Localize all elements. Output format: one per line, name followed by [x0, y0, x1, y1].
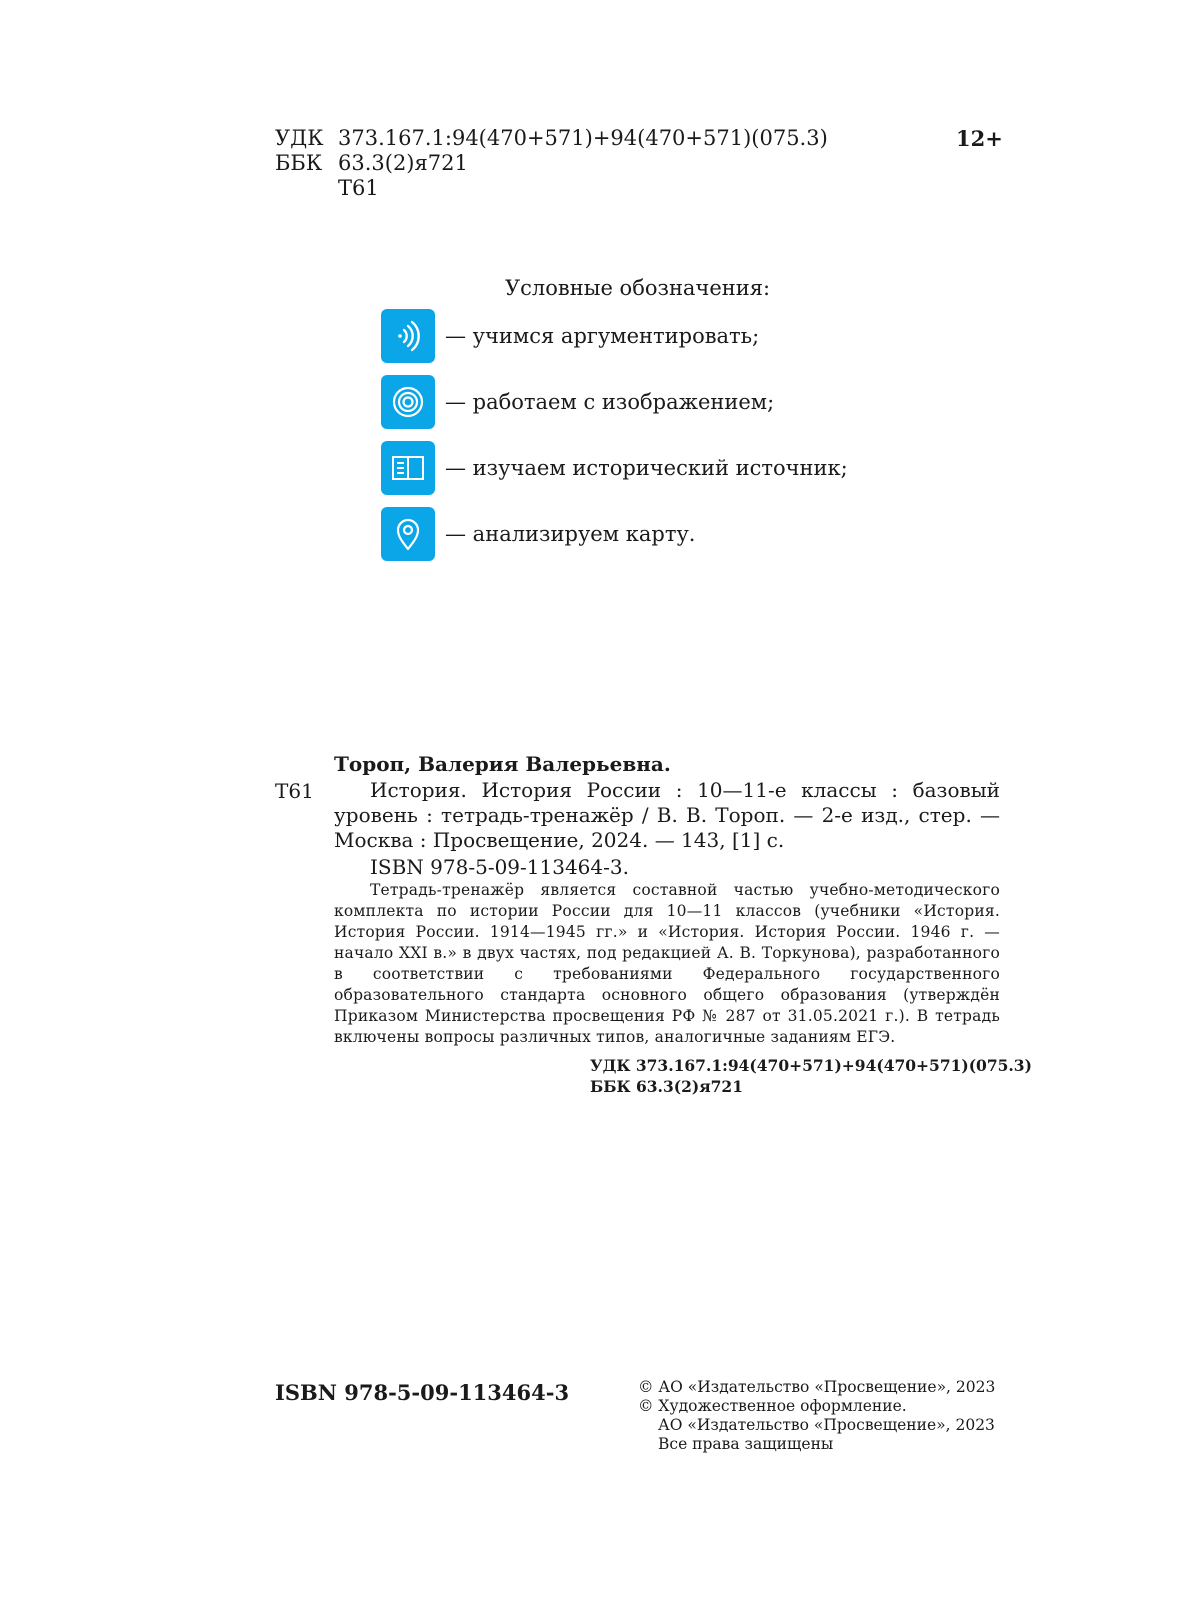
- card-codes: [590, 1055, 1032, 1097]
- udk-row: [275, 126, 828, 151]
- udk-value: 373.167.1:94(470+571)+94(470+571)(075.3): [338, 126, 828, 150]
- map-pin-icon: [381, 507, 435, 561]
- bbk-key: ББК: [275, 151, 323, 175]
- card-isbn: ISBN 978-5-09-113464-3.: [370, 855, 629, 879]
- udk-key: УДК: [275, 126, 324, 150]
- legend-text: — анализируем карту.: [445, 522, 696, 546]
- copyright-line-3: АО «Издательство «Просвещение», 2023: [658, 1416, 995, 1434]
- rights-reserved: Все права защищены: [658, 1435, 834, 1453]
- copyright-line-1: © АО «Издательство «Просвещение», 2023: [638, 1378, 996, 1396]
- legend-text: — изучаем исторический источник;: [445, 456, 848, 480]
- copyright-block: [638, 1378, 995, 1454]
- author-code-row: [275, 176, 828, 201]
- bibliographic-description: [334, 778, 1000, 853]
- description-text: История. История России : 10—11-е классы : базовый уровень : тетрадь-тренажёр / В. В. Тороп. — 2-е изд., стер. — Москва : Просвещение, 2024. — 143, [1] с.: [334, 778, 1000, 852]
- abstract-text: Тетрадь-тренажёр является составной частью учебно-методического комплекта по истории России для 10—11 классов (учебники «История. История России. 1914—1945 гг.» и «История. История России. 1946 г. — начало XXI в.» в двух частях, под редакцией А. В. Торкунова), разработанного в соответствии с требованиями Федерального государственного образовательного стандарта основного общего образования (утверждён Приказом Министерства просвещения РФ № 287 от 31.05.2021 г.). В тетрадь включены вопросы различных типов, аналогичные заданиям ЕГЭ.: [334, 881, 1000, 1046]
- open-book-icon: [381, 441, 435, 495]
- author-code: Т61: [338, 176, 379, 200]
- author-name: Тороп, Валерия Валерьевна.: [334, 752, 671, 776]
- legend-text: — учимся аргументировать;: [445, 324, 760, 348]
- legend-item-map: [381, 507, 695, 561]
- legend-text: — работаем с изображением;: [445, 390, 775, 414]
- sound-waves-icon: [381, 309, 435, 363]
- bbk-row: [275, 151, 828, 176]
- card-udk: УДК 373.167.1:94(470+571)+94(470+571)(075.3): [590, 1056, 1032, 1075]
- card-author-code: Т61: [275, 779, 314, 803]
- isbn-bottom: ISBN 978-5-09-113464-3: [275, 1380, 570, 1405]
- legend-item-argue: [381, 309, 759, 363]
- copyright-line-2: © Художественное оформление.: [638, 1397, 907, 1415]
- bbk-value: 63.3(2)я721: [338, 151, 468, 175]
- legend-title: Условные обозначения:: [505, 276, 771, 300]
- legend-item-source: [381, 441, 848, 495]
- legend-item-image: [381, 375, 774, 429]
- age-rating: 12+: [956, 126, 1003, 151]
- target-icon: [381, 375, 435, 429]
- card-bbk: ББК 63.3(2)я721: [590, 1077, 743, 1096]
- classification-codes: [275, 126, 828, 201]
